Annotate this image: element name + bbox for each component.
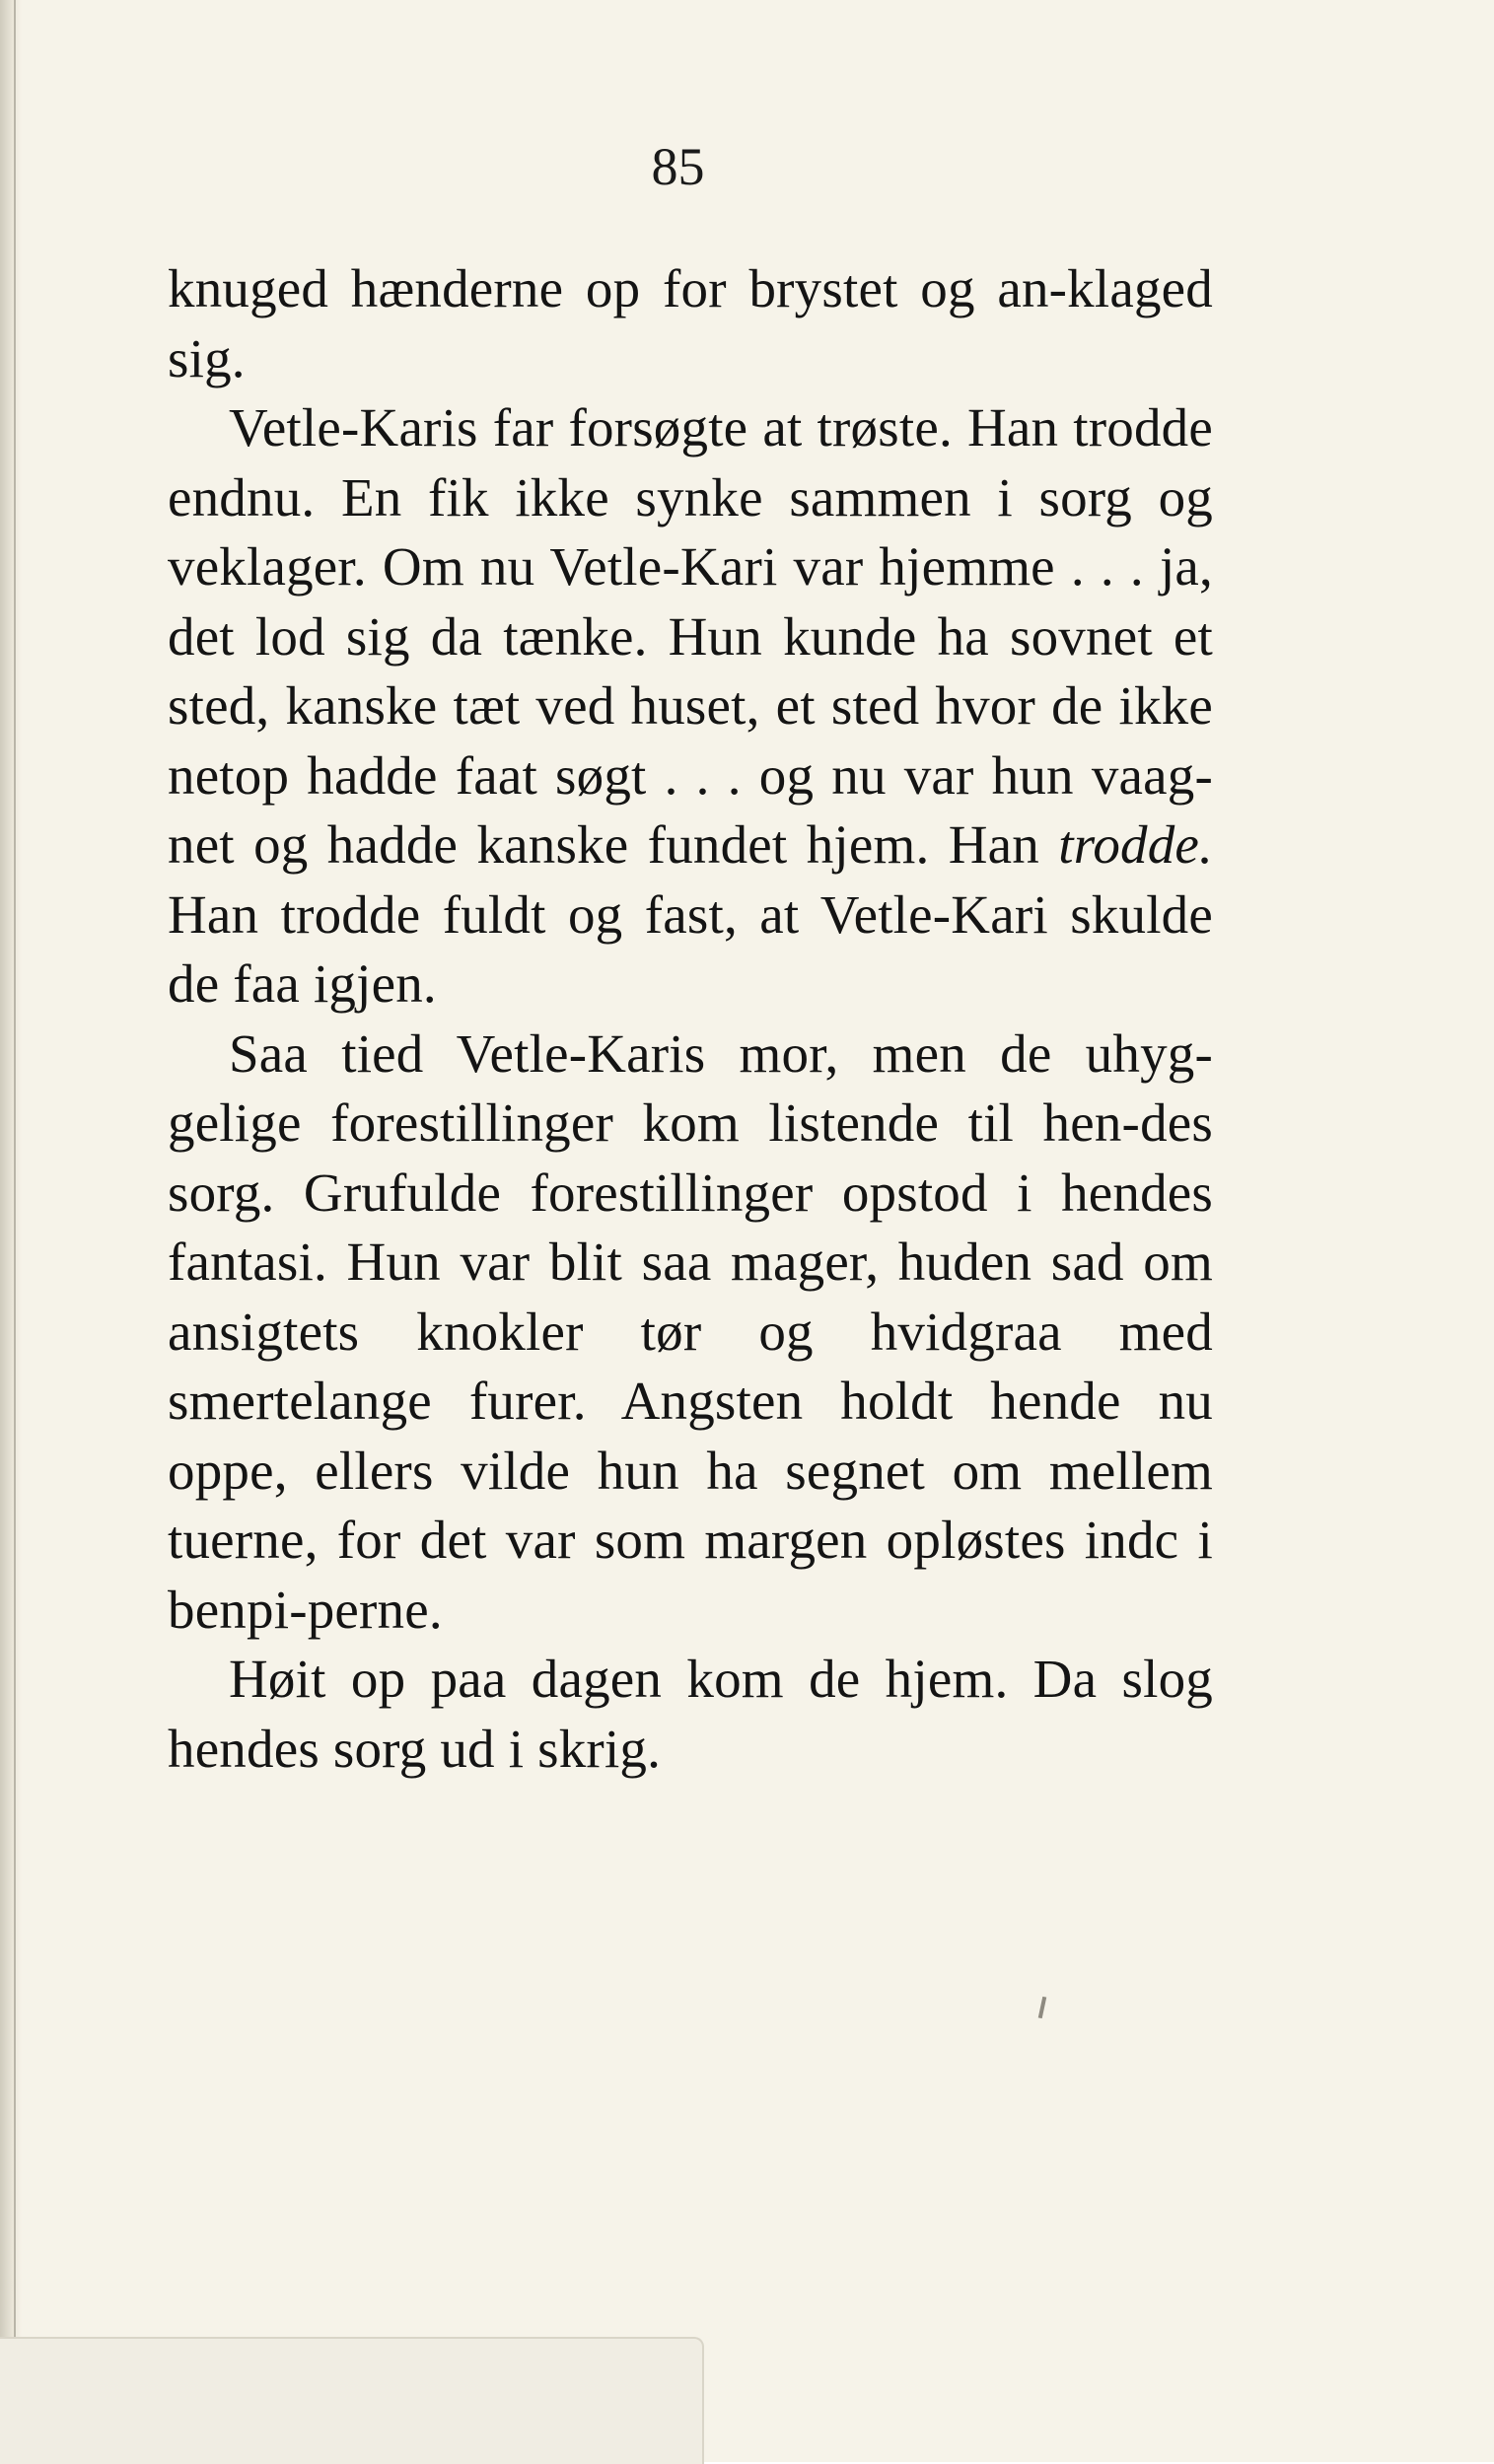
paragraph [168, 1020, 1213, 1646]
page-number: 85 [651, 137, 705, 196]
page-tab-strip [0, 2337, 704, 2464]
text-segment: Han trodde fuldt og fast, at Vetle-Kari skulde de faa igjen. [168, 883, 1213, 1014]
spine-edge [14, 0, 16, 2462]
body-text [168, 254, 1213, 1784]
spine-shadow [0, 0, 22, 2462]
paragraph [168, 393, 1213, 1020]
text-segment: Høit op paa dagen kom de hjem. Da slog hendes sorg ud i skrig. [168, 1649, 1213, 1779]
paragraph [168, 1645, 1213, 1784]
ink-mark [1038, 1997, 1046, 2018]
text-segment: Saa tied Vetle-Karis mor, men de uhyg-gelige forestillinger kom listende til hen-des sorg. Grufulde forestillinger opstod i hendes fantasi. Hun var blit saa mager, huden sad om ansigtets knokler tør og hvidgraa med smertelange furer. Angsten holdt hende nu oppe, ellers vilde hun ha segnet om mellem tuerne, for det var som margen opløstes indc i benpi-perne. [168, 1022, 1213, 1640]
italic-text: trodde. [1058, 814, 1213, 875]
text-segment: Vetle-Karis far forsøgte at trøste. Han trodde endnu. En fik ikke synke sammen i sorg og veklager. Om nu Vetle-Kari var hjemme . . . ja, det lod sig da tænke. Hun kunde ha sovnet et sted, kanske tæt ved huset, et sted hvor de ikke netop hadde faat søgt . . . og nu var hun vaag-net og hadde kanske fundet hjem. Han [168, 397, 1213, 875]
paragraph [168, 254, 1213, 393]
text-segment: knuged hænderne op for brystet og an-klaged sig. [168, 258, 1213, 388]
